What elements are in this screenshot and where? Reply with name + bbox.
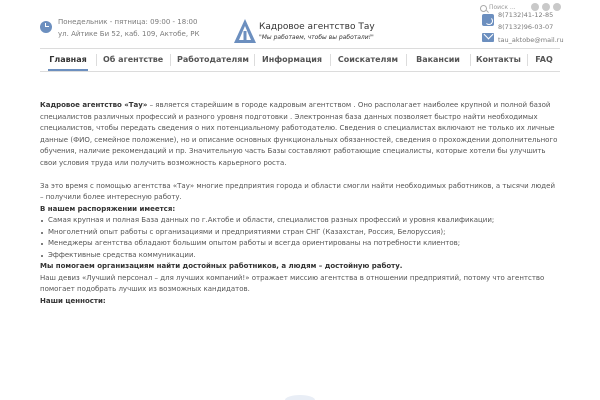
nav-divider [406, 54, 407, 66]
list-item: Многолетний опыт работы с организациями и предприятиями стран СНГ (Казахстан, Россия, Белоруссия); [40, 227, 560, 239]
nav-item-information[interactable]: Информация [262, 55, 322, 64]
list-item: Самая крупная и полная База данных по г.Актобе и области, специалистов разных профессий и уровня квалификации; [40, 215, 560, 227]
search-icon[interactable] [480, 5, 487, 12]
nav-item-contacts[interactable]: Контакты [476, 55, 521, 64]
intro-paragraph [40, 100, 560, 169]
nav-item-faq[interactable]: FAQ [535, 55, 553, 64]
social-icon-1[interactable] [531, 3, 539, 11]
list-item: Эффективные средства коммуникации. [40, 250, 560, 262]
resources-heading: В нашем распоряжении имеется: [40, 204, 176, 213]
office-address: ул. Айтике Би 52, каб. 109, Актобе, РК [58, 30, 200, 38]
slogan-paragraph: Наш девиз «Лучший персонал – для лучших компаний!» отражает миссию агентства в отношении предприятий, потому что агентство помогает подобрать лучших из возможных кандидатов. [40, 273, 545, 293]
nav-divider [96, 54, 97, 66]
social-icon-2[interactable] [542, 3, 550, 11]
working-hours: Понедельник - пятница: 09:00 - 18:00 [58, 18, 198, 26]
nav-item-vacancies[interactable]: Вакансии [416, 55, 460, 64]
phone-icon [482, 14, 494, 26]
resources-list [40, 215, 560, 261]
main-nav [40, 48, 560, 72]
site-header [0, 0, 600, 48]
nav-divider [254, 54, 255, 66]
intro-strong: Кадровое агентство «Тау» [40, 101, 148, 109]
phone-number-1[interactable]: 8(7132)41-12-85 [498, 11, 554, 19]
nav-item-about[interactable]: Об агентстве [103, 55, 164, 64]
history-paragraph: За это время с помощью агентства «Тау» многие предприятия города и области смогли найти необходимых работников, а тысячи людей – получили более интересную работу. [40, 181, 555, 201]
list-item: Менеджеры агентства обладают большим опытом работы и всегда ориентированы на потребности клиентов; [40, 238, 560, 250]
mission-statement: Мы помогаем организациям найти достойных работников, а людям – достойную работу. [40, 262, 403, 270]
brand-name[interactable]: Кадровое агентство Тау [259, 22, 375, 32]
main-content [40, 100, 560, 307]
intro-text: – является старейшим в городе кадровым агентством . Оно располагает наиболее крупной и полной базой специалистов различных профессий и разного уровня подготовки . Электронная база данных позволяет быстро найти необходимых специалистов, чтобы передать сведения о них потенциальному работодателю. Сведения о специалистах включают не только их личные данные (ФИО, семейное положение), но и описание основных функциональных обязанностей, сведения о прохождении дополнительного обучения, наличие рекомендаций и пр. Значительную часть Базы составляют работающие специалисты, которые хотели бы улучшить свои условия труда или получить возможность карьерного роста. [40, 101, 558, 167]
email-link[interactable]: tau_aktobe@mail.ru [498, 36, 564, 44]
search-input[interactable]: Поиск ... [489, 4, 516, 11]
nav-item-employers[interactable]: Работодателям [177, 55, 249, 64]
logo-icon[interactable] [233, 18, 257, 44]
mail-icon [482, 33, 494, 42]
brand-slogan: "Мы работаем, чтобы вы работали!" [259, 34, 374, 41]
scroll-indicator[interactable] [285, 395, 315, 400]
nav-divider [170, 54, 171, 66]
values-heading: Наши ценности: [40, 296, 106, 305]
clock-icon [40, 21, 52, 33]
nav-item-jobseekers[interactable]: Соискателям [337, 55, 399, 64]
social-icon-3[interactable] [553, 3, 561, 11]
nav-divider [330, 54, 331, 66]
nav-divider [527, 54, 528, 66]
nav-item-home[interactable]: Главная [48, 49, 88, 71]
phone-number-2[interactable]: 8(7132)96-03-07 [498, 23, 554, 31]
nav-divider [470, 54, 471, 66]
